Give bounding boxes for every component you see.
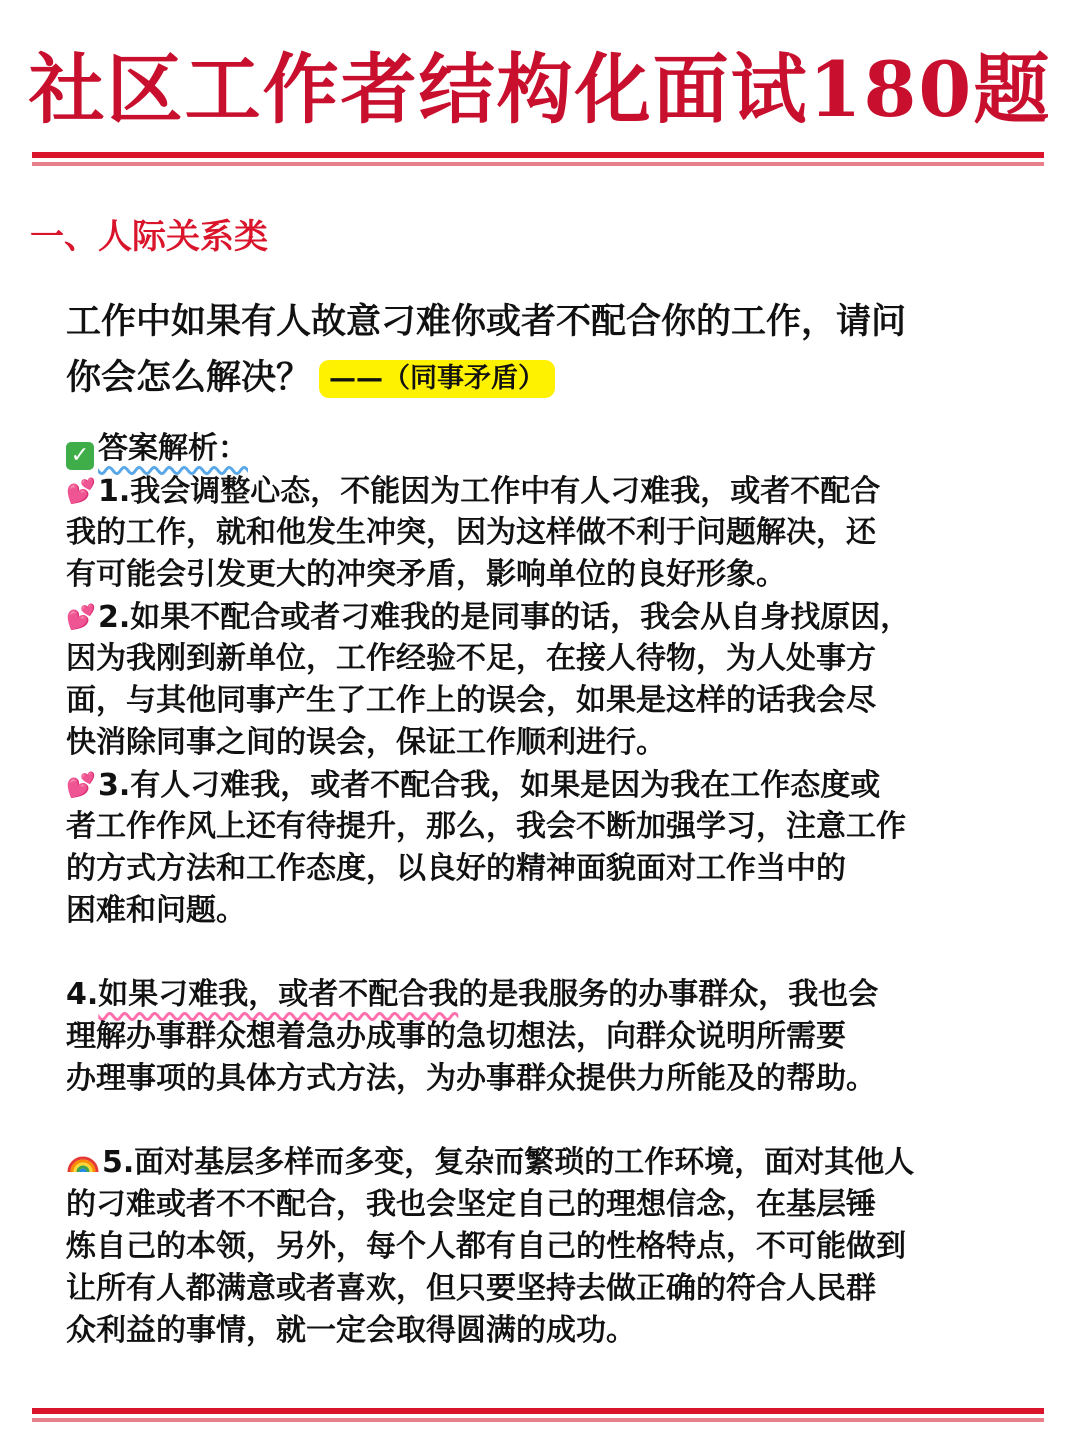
answer-p3-line: 困难和问题。: [66, 893, 246, 928]
answer-p4-line: 办理事项的具体方式方法，为办事群众提供力所能及的帮助。: [66, 1061, 876, 1096]
two-hearts-icon: 💕: [66, 603, 96, 631]
answer-p2-line: [66, 596, 1046, 638]
answer-text: 的是我服务的办事群众，我也会: [458, 977, 879, 1012]
answer-text: 4.: [66, 977, 99, 1012]
section-heading: 一、人际关系类: [30, 217, 268, 257]
paragraph-gap: [66, 932, 1046, 974]
answer-p1-line: 有可能会引发更大的冲突矛盾，影响单位的良好形象。: [66, 557, 786, 592]
question-tag: ——（同事矛盾）: [319, 360, 555, 398]
paragraph-gap: [66, 1100, 1046, 1142]
question-line-1: 工作中如果有人故意刁难你或者不配合你的工作，请问: [66, 302, 907, 342]
answer-text: 1.我会调整心态，不能因为工作中有人刁难我，或者不配合: [98, 474, 881, 509]
answer-label-line: [66, 428, 1046, 470]
answer-p3-line: 者工作作风上还有待提升，那么，我会不断加强学习，注意工作: [66, 809, 906, 844]
answer-p5-line: 众利益的事情，就一定会取得圆满的成功。: [66, 1313, 636, 1348]
check-mark-icon: ✓: [66, 442, 94, 470]
answer-body: [66, 428, 1046, 1352]
answer-p1-line: 我的工作，就和他发生冲突，因为这样做不利于问题解决，还: [66, 515, 876, 550]
answer-p5-line: [66, 1142, 1046, 1184]
answer-p2-line: 面，与其他同事产生了工作上的误会，如果是这样的话我会尽: [66, 683, 876, 718]
question-line-2-text: 你会怎么解决？: [66, 358, 312, 398]
bottom-divider: [32, 1408, 1044, 1422]
answer-p3-line: [66, 764, 1046, 806]
answer-p5-line: 的刁难或者不不配合，我也会坚定自己的理想信念，在基层锤: [66, 1187, 876, 1222]
answer-p5-line: 让所有人都满意或者喜欢，但只要坚持去做正确的符合人民群: [66, 1271, 876, 1306]
answer-p4-line: 理解办事群众想着急办成事的急切想法，向群众说明所需要: [66, 1019, 846, 1054]
two-hearts-icon: 💕: [66, 477, 96, 505]
answer-text: 2.如果不配合或者刁难我的是同事的话，我会从自身找原因，: [98, 600, 911, 635]
question-line-2: [66, 350, 1026, 406]
answer-p3-line: 的方式方法和工作态度，以良好的精神面貌面对工作当中的: [66, 851, 846, 886]
underlined-phrase: 如果刁难我，或者不配合我: [98, 977, 459, 1012]
answer-p5-line: 炼自己的本领，另外，每个人都有自己的性格特点，不可能做到: [66, 1229, 906, 1264]
answer-p4-line: [66, 974, 1046, 1016]
answer-p2-line: 因为我刚到新单位，工作经验不足，在接人待物，为人处事方: [66, 641, 876, 676]
rainbow-icon: [66, 1148, 100, 1174]
question: [66, 294, 1026, 406]
two-hearts-icon: 💕: [66, 771, 96, 799]
top-divider: [32, 152, 1044, 166]
answer-text: 3.有人刁难我，或者不配合我，如果是因为我在工作态度或: [98, 768, 881, 803]
answer-label: 答案解析：: [98, 431, 248, 466]
page-title: 社区工作者结构化面试180题: [28, 45, 1052, 134]
answer-p1-line: [66, 470, 1046, 512]
answer-p2-line: 快消除同事之间的误会，保证工作顺利进行。: [66, 725, 666, 760]
answer-text: 5.面对基层多样而多变，复杂而繁琐的工作环境，面对其他人: [102, 1145, 915, 1180]
